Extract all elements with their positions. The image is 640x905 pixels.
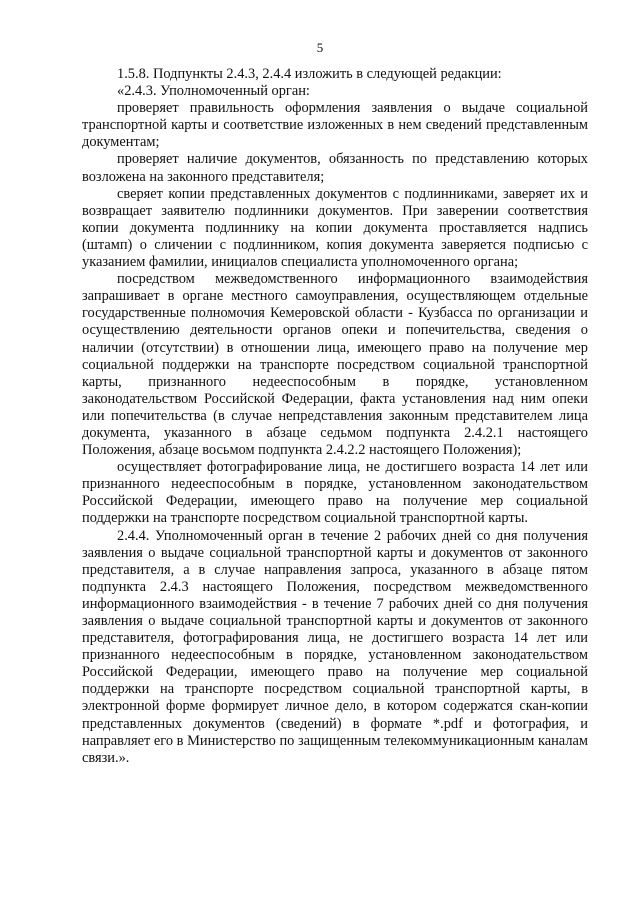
subsection-2-4-3-heading: «2.4.3. Уполномоченный орган: bbox=[117, 83, 310, 100]
amendment-intro-paragraph: 1.5.8. Подпункты 2.4.3, 2.4.4 изложить в следующей редакции: bbox=[117, 66, 502, 82]
duty-check-application-paragraph: проверяет правильность оформления заявления о выдаче социальной транспортной карты и соответствие изложенных в нем сведений представленным документам; bbox=[82, 100, 588, 151]
duty-photograph-paragraph: осуществляет фотографирование лица, не достигшего возраста 14 лет или признанного недееспособным в порядке, установленном законодательством Российской Федерации, имеющего право на получение мер социальной поддержки на транспорте посредством социальной транспортной карты. bbox=[82, 459, 588, 527]
page-number: 5 bbox=[316, 40, 324, 55]
duty-interagency-request-paragraph: посредством межведомственного информационного взаимодействия запрашивает в органе местного самоуправления, осуществляющем отдельные государственные полномочия Кемеровской области - Кузбасса по организации и осуществлению деятельности органов опеки и попечительства, сведения о наличии (отсутствии) в отношении лица, имеющего право на получение мер социальной поддержки на транспорте посредством социальной транспортной карты, признанного недееспособным в порядке, установленном законодательством Российской Федерации, факта установления над ним опеки или попечительства (в случае непредставления законным представителем лица документа, указанного в абзаце седьмом подпункта 2.4.2.1 настоящего Положения, абзаце восьмом подпункта 2.4.2.2 настоящего Положения); bbox=[82, 271, 588, 459]
duty-check-documents-paragraph: проверяет наличие документов, обязанность по представлению которых возложена на законного представителя; bbox=[82, 151, 588, 185]
subsection-2-4-4-paragraph: 2.4.4. Уполномоченный орган в течение 2 рабочих дней со дня получения заявления о выдаче социальной транспортной карты и документов от законного представителя, а в случае направления запроса, указанного в абзаце пятом подпункта 2.4.3 настоящего Положения, посредством межведомственного информационного взаимодействия - в течение 7 рабочих дней со дня получения заявления о выдаче социальной транспортной карты и документов от законного представителя, фотографирования лица, не достигшего возраста 14 лет или признанного недееспособным в порядке, установленном законодательством Российской Федерации, имеющего право на получение мер социальной поддержки на транспорте посредством социальной транспортной карты, в электронной форме формирует личное дело, в котором содержатся скан-копии представленных документов (сведений) в формате *.pdf и фотография, и направляет его в Министерство по защищенным телекоммуникационным каналам связи.». bbox=[82, 527, 588, 766]
duty-verify-copies-paragraph: сверяет копии представленных документов с подлинниками, заверяет их и возвращает заявителю подлинники документов. При заверении соответствия копии документа подлиннику на копии документа проставляется надпись (штамп) о сличении с подлинником, копия документа заверяется подписью с указанием фамилии, инициалов специалиста уполномоченного органа; bbox=[82, 185, 588, 271]
document-body bbox=[82, 66, 588, 767]
